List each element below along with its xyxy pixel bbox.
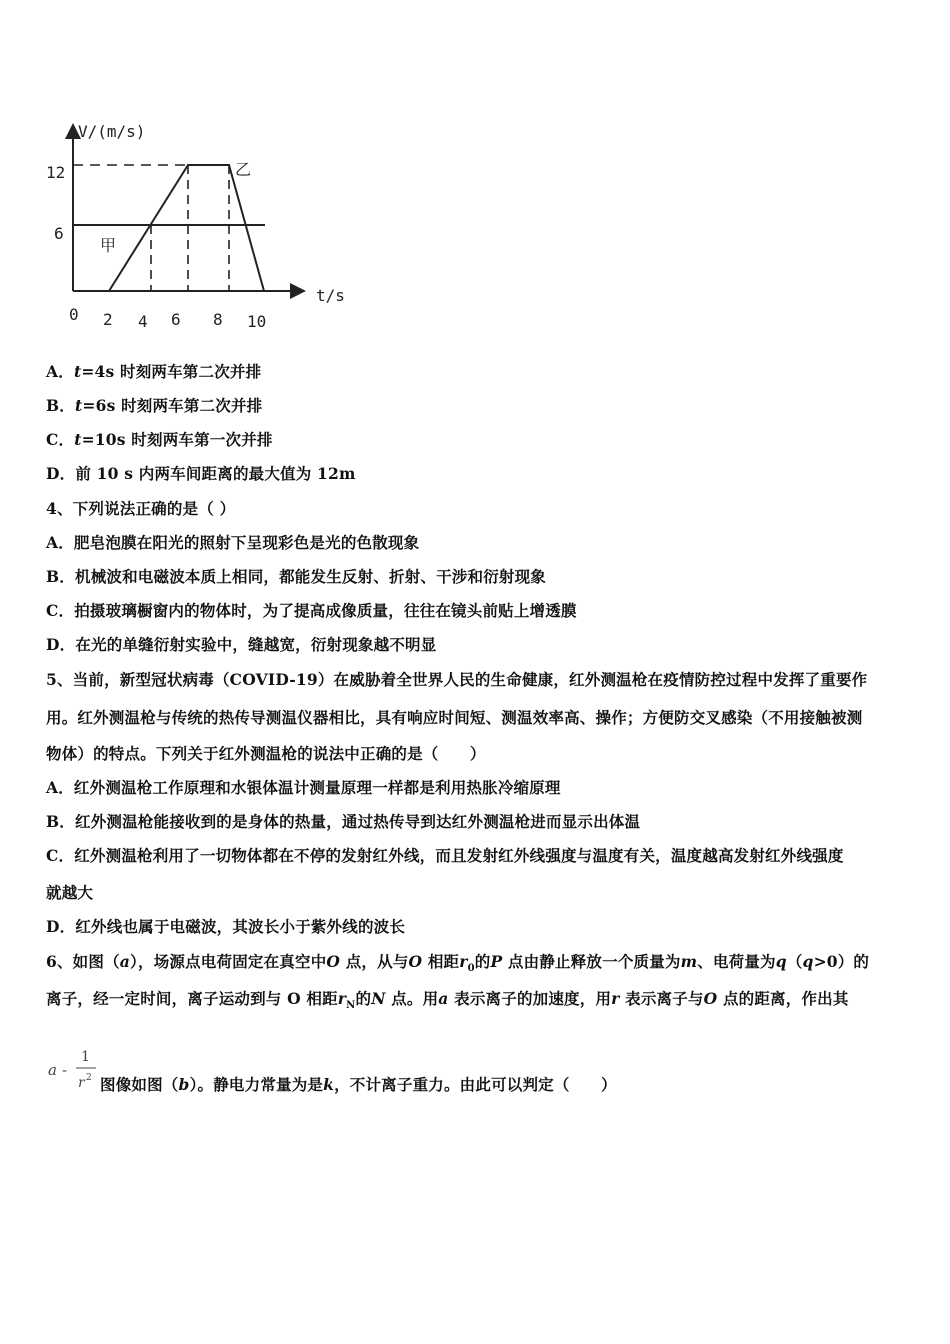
series-yi-line [109,165,264,291]
q6-stem-line-1: 6、如图（a），场源点电荷固定在真空中O 点，从与O 相距$r_0$的P 点由静止释放一个质量为m、电荷量为q（q>0）的 [46,952,870,975]
formula-denominator: r [78,1075,85,1091]
x-tick-6: 6 [171,310,181,329]
y-tick-6: 6 [54,224,64,243]
q4-option-c: C．拍摄玻璃橱窗内的物体时，为了提高成像质量，往往在镜头前贴上增透膜 [46,601,577,620]
q3-option-c: C．t=10s 时刻两车第一次并排 [46,430,273,449]
q5-stem-line-1: 5、当前，新型冠状病毒（COVID-19）在威胁着全世界人民的生命健康，红外测温枪在疫情防控过程中发挥了重要作 [46,670,868,689]
q3-option-d: D．前 10 s 内两车间距离的最大值为 12m [46,464,356,483]
formula-dash: - [62,1061,68,1079]
x-tick-8: 8 [213,310,223,329]
q5-option-c-cont: 就越大 [46,883,94,902]
q4-stem: 4、下列说法正确的是（ ） [46,499,236,518]
q5-option-d: D．红外线也属于电磁波，其波长小于紫外线的波长 [46,917,406,936]
x-tick-4: 4 [138,312,148,331]
x-tick-10: 10 [247,312,267,331]
q3-option-b: B．t=6s 时刻两车第二次并排 [46,396,263,415]
q4-option-d: D．在光的单缝衍射实验中，缝越宽，衍射现象越不明显 [46,635,437,654]
q4-option-b: B．机械波和电磁波本质上相同，都能发生反射、折射、干涉和衍射现象 [46,567,547,586]
q6-stem-line-2: 离子，经一定时间，离子运动到与 O 相距$r_N$的N 点。用a 表示离子的加速度，用r 表示离子与O 点的距离，作出其 [46,989,849,1012]
q5-option-a: A．红外测温枪工作原理和水银体温计测量原理一样都是利用热胀冷缩原理 [46,778,561,797]
q6-stem-line-3: 图像如图（b）。静电力常量为是k，不计离子重力。由此可以判定（ ） [100,1075,617,1094]
x-axis-label: t/s [316,286,345,305]
y-tick-12: 12 [46,163,66,182]
q5-stem-line-3: 物体）的特点。下列关于红外测温枪的说法中正确的是（ ） [46,744,486,763]
formula-a: a [48,1061,57,1079]
q4-option-a: A．肥皂泡膜在阳光的照射下呈现彩色是光的色散现象 [46,533,420,552]
y-axis-label: V/(m/s) [78,122,146,141]
formula-numerator: 1 [81,1049,90,1065]
velocity-time-graph [40,115,360,340]
formula-exponent: 2 [86,1073,92,1083]
q5-option-c: C．红外测温枪利用了一切物体都在不停的发射红外线，而且发射红外线强度与温度有关，温度越高发射红外线强度 [46,846,844,865]
series-yi-label: 乙 [235,160,252,179]
q3-option-a: A．t=4s 时刻两车第二次并排 [46,362,262,381]
a-vs-inverse-r-squared-formula [46,1046,106,1096]
q5-stem-line-2: 用。红外测温枪与传统的热传导测温仪器相比，具有响应时间短、测温效率高、操作；方便防交叉感染（不用接触被测 [46,708,863,727]
origin-label: 0 [69,305,79,324]
series-jia-label: 甲 [100,236,117,255]
x-tick-2: 2 [103,310,113,329]
q5-option-b: B．红外测温枪能接收到的是身体的热量，通过热传导到达红外测温枪进而显示出体温 [46,812,641,831]
